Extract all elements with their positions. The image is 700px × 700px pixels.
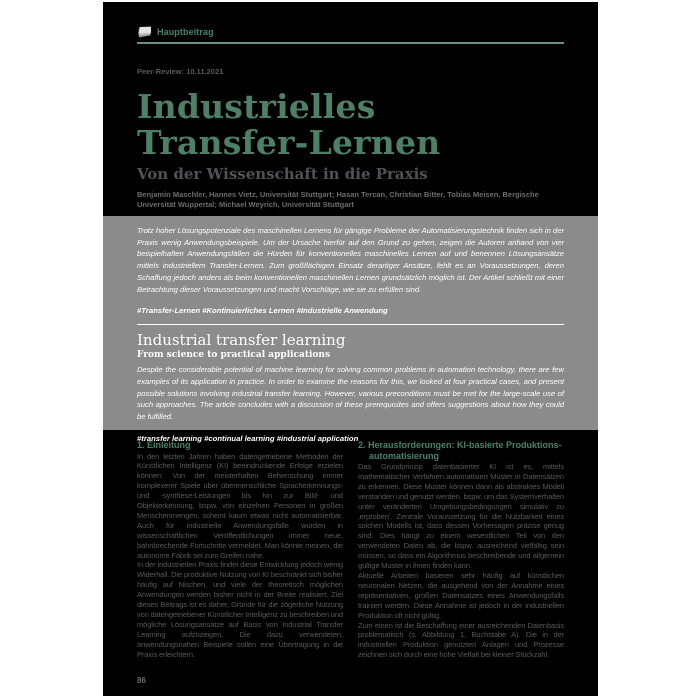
- section-2-paragraph-3: Zum einen ist die Beschaffung einer ausreichenden Datenbasis problematisch (s. Abbildung 1, Buchstabe A). Die in der industriellen Produktion genutzten Anlagen und Prozesse zeichnen sich durch eine hohe Vielfalt bei kleiner Stückzahl.: [358, 620, 564, 660]
- article-subtitle: Von der Wissenschaft in die Praxis: [137, 165, 428, 183]
- abstract-german-text: Trotz hoher Lösungspotenziale des maschinellen Lernens für gängige Probleme der Automatisierungstechnik finden sich in der Praxis wenig Anwendungsbeispiele. Um der Ursache hierfür auf den Grund zu gehen, zeigen die Autoren anhand von vier beispielhaften Anwendungsfällen die Hürden für konventionelles maschinelles Lernen auf und benennen Lösungsansätze mittels industriellem Transfer-Lernen. Zum großflächigen Einsatz derartiger Ansätze, fehlt es an Voraussetzungen, deren Schaffung jedoch anders als beim konventionellen maschinellen Lernen grundsätzlich möglich ist. Der Artikel schließt mit einer Betrachtung dieser Voraussetzungen und macht Vorschläge, wie sie zu erfüllen sind.: [137, 226, 564, 294]
- article-page: [103, 2, 598, 696]
- abstract-german-hashtags: #Transfer-Lernen #Kontinuierliches Lernen #Industrielle Anwendung: [137, 306, 388, 316]
- abstract-separator-line: [137, 324, 564, 325]
- peer-review-date: Peer-Review: 10.11.2021: [137, 67, 224, 76]
- section-2-heading: 2. Herausforderungen: KI-basierte Produktionsautomatisierung: [358, 440, 562, 461]
- page-number: 86: [137, 676, 146, 685]
- author-line: Benjamin Maschler, Hannes Vietz, Universität Stuttgart; Hasan Tercan, Christian Bitter, Tobias Meisen, Bergische Universität Wuppertal; Michael Weyrich, Universität Stuttgart: [137, 190, 539, 209]
- article-title-line1: Industrielles: [137, 87, 376, 126]
- article-title: [137, 89, 564, 161]
- category-label: Hauptbeitrag: [157, 26, 214, 37]
- section-2-paragraph-1: Das Grundprinzip datenbasierter KI ist es, mittels mathematischer Verfahren automatisiert Muster in Datensätzen zu erkennen. Diese Muster können dann als abstraktes Modell verstanden und genutzt werden, bspw. um das Systemverhalten unter veränderten Umgebungsbedingungen simulativ zu ‚erproben‘. Zentrale Voraussetzung für die Nutzbarkeit eines solchen Modells ist, dass dessen Vorhersagen präzise genug sind. Dies hängt zu einem wesentlichen Teil von den verwendeten Daten ab, die bspw. ausreichend vielfältig sein müssen, so dass ein Algorithmus beschreibende und allgemein gültige Muster in ihnen finden kann.: [358, 462, 564, 571]
- abstract-english-text: Despite the considerable potential of machine learning for solving common problems in automation technology, there are few examples of its application in practice. In order to examine the reasons for this, we looked at four practical cases, and present possible solutions involving industrial transfer learning. However, various preconditions must be met for the large-scale use of such approaches. The article concludes with a discussion of these prerequisites and offers suggestions about how they could be fulfilled.: [137, 365, 564, 422]
- abstract-box: [103, 216, 598, 443]
- abstract-english-title: Industrial transfer learning: [137, 331, 346, 350]
- article-title-line2: Transfer-Lernen: [137, 123, 441, 162]
- section-1-paragraph-1: In den letzten Jahren haben datengetriebene Methoden der Künstlichen Intelligenz (KI) beeindruckende Erfolge erzielen können: Von der meisterhaften Beherrschung immer komplexerer Spiele über übermenschliche Spracherkennungs- und -synthese-Leistungen bis hin zur Bild- und Objekterkennung, bspw. von einzelnen Personen in großen Menschenmengen, scheint kaum etwas nicht automatisierbar. Auch für industrielle Anwendungsfälle wurden in wissenschaftlichen Veröffentlichungen immer neue, bahnbrechende Fortschritte vermeldet. Man könnte meinen, die autonome Fabrik sei zum Greifen nahe.: [137, 451, 343, 560]
- documents-stack-icon: [137, 25, 152, 38]
- body-columns: [103, 440, 598, 664]
- column-right: [358, 440, 564, 664]
- category-header: [137, 25, 564, 38]
- abstract-english-hashtags: #transfer learning #continual learning #industrial application: [137, 433, 359, 443]
- header-rule: [137, 42, 564, 44]
- section-1-heading: 1. Einleitung: [137, 440, 191, 450]
- section-1-paragraph-2: In der industriellen Praxis findet diese Entwicklung jedoch wenig Widerhall. Die produktive Nutzung von KI beschränkt sich bisher häufig auf Nischen, und viele der theoretisch möglichen Anwendungen werden bisher nicht in der Breite realisiert. Ziel dieses Beitrags ist es daher, Gründe für die zögerliche Nutzung von datengetriebener Künstlicher Intelligenz zu beschreiben und mögliche Lösungsansätze auf Basis von Industrial Transfer Learning aufzuzeigen. Die dazu verwendeten, anwendungsnahen Beispiele sollen eine Übertragung in die Praxis erleichtern.: [137, 560, 343, 659]
- abstract-english-subtitle: From science to practical applications: [137, 350, 331, 361]
- column-left: [137, 440, 343, 664]
- section-2-paragraph-2: Aktuelle Arbeiten basieren sehr häufig auf künstlichen neuronalen Netzen, die ausgehend von der Annahme eines repräsentativen, großen Datensatzes eines Anwendungsfalls trainiert werden. Diese Annahme ist jedoch in der industriellen Produktion oft nicht gültig.: [358, 570, 564, 620]
